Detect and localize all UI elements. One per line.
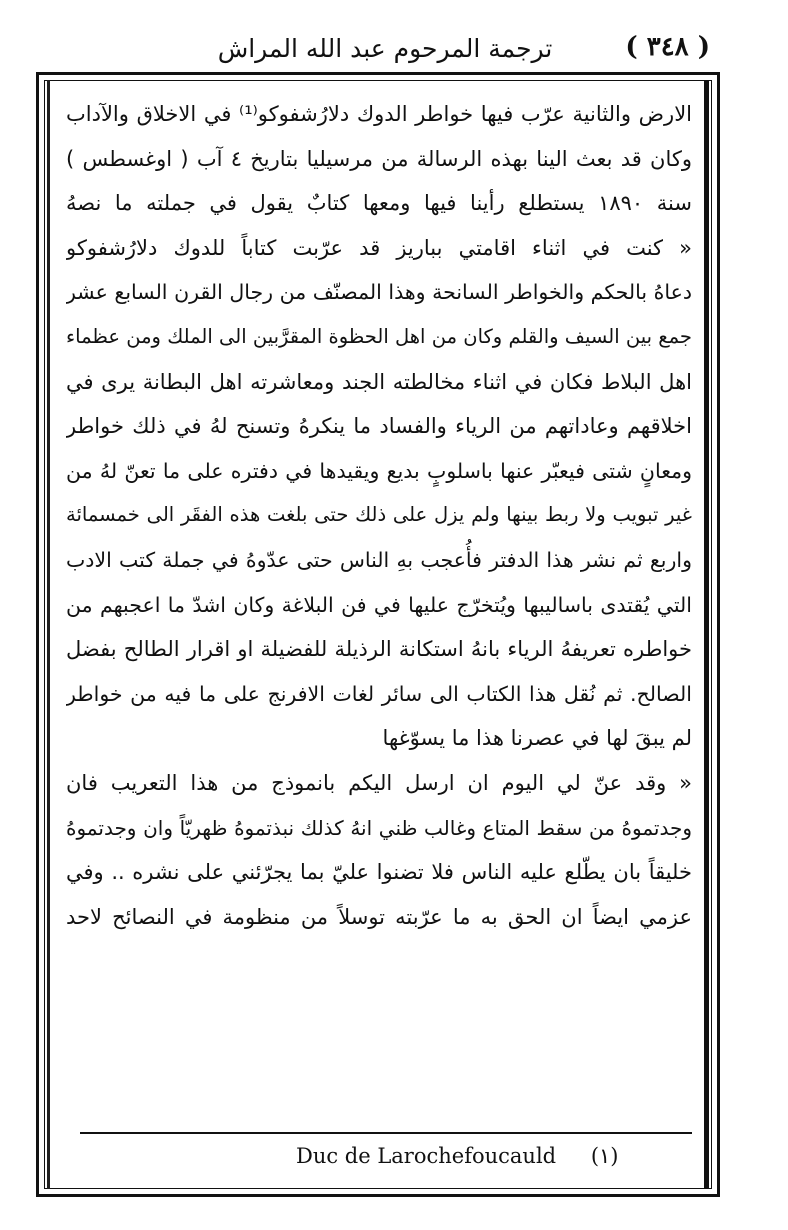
text-line: اخلاقهم وعاداتهم من الرياء والفساد ما ينكرهُ وتسنح لهُ في ذلك خواطر [66,414,692,439]
page-header [60,28,710,72]
page-number: ( ٣٤٨ ) [625,32,710,62]
text-line: دعاهُ بالحكم والخواطر السانحة وهذا المصنّف من رجال القرن السابع عشر [66,280,692,305]
text-line: سنة ١٨٩٠ يستطلع رأينا فيها ومعها كتابٌ يقول في جملته ما نصهُ [66,191,692,216]
running-title: ترجمة المرحوم عبد الله المراش [217,34,553,63]
text-line: لم يبقَ لها في عصرنا هذا ما يسوّغها [382,726,692,751]
text-line: اهل البلاط فكان في اثناء مخالطته الجند ومعاشرته اهل البطانة يرى في [66,369,692,394]
text-line: الارض والثانية عرّب فيها خواطر الدوك دلارُشفوكو⁽¹⁾ في الاخلاق والآداب [66,102,692,126]
footnote-marker: (١) [590,1144,619,1168]
text-line: ومعانٍ شتى فيعبّر عنها باسلوبٍ بديع ويقيدها في دفتره على ما تعنّ لهُ من [66,458,692,483]
text-line: « وقد عنّ لي اليوم ان ارسل اليكم بانموذج من هذا التعريب فان [66,770,692,795]
body-text [66,92,692,939]
footnote [296,1144,696,1168]
text-line: جمع بين السيف والقلم وكان من اهل الحظوة المقرَّبين الى الملك ومن عظماء [66,324,692,348]
frame-bar-left [47,80,50,1189]
text-line: عزمي ايضاً ان الحق به ما عرّبته توسلاً من منظومة في النصائح لاحد [66,904,692,929]
text-line: وكان قد بعث الينا بهذه الرسالة من مرسيليا بتاريخ ٤ آب ( اوغسطس ) [66,146,692,171]
footnote-text: Duc de Larochefoucauld [296,1144,557,1168]
footnote-divider [80,1132,692,1134]
text-line: واربع ثم نشر هذا الدفتر فأُعجب بهِ الناس حتى عدّوهُ في جملة كتب الادب [66,547,692,572]
text-line: الصالح. ثم نُقل هذا الكتاب الى سائر لغات الافرنج على ما فيه من خواطر [66,681,692,706]
text-line: وجدتموهُ من سقط المتاع وغالب ظني انهُ كذلك نبذتموهُ ظهريّاً وان وجدتموهُ [66,815,692,840]
text-line: « كنت في اثناء اقامتي بباريز قد عرّبت كتاباً للدوك دلارُشفوكو [66,235,692,260]
text-line: خليقاً بان يطّلع عليه الناس فلا تضنوا عليّ بما يجرّئني على نشره .. وفي [66,860,692,885]
text-line: خواطره تعريفهُ الرياء بانهُ استكانة الرذيلة للفضيلة او اقرار الطالح بفضل [66,637,692,662]
frame-bar-right [704,80,709,1189]
text-line: التي يُقتدى باساليبها ويُتخرّج عليها في فن البلاغة وكان اشدّ ما اعجبهم من [66,592,692,617]
text-line: غير تبويب ولا ربط بينها ولم يزل على ذلك حتى بلغت هذه الفقَر الى خمسمائة [66,503,692,527]
